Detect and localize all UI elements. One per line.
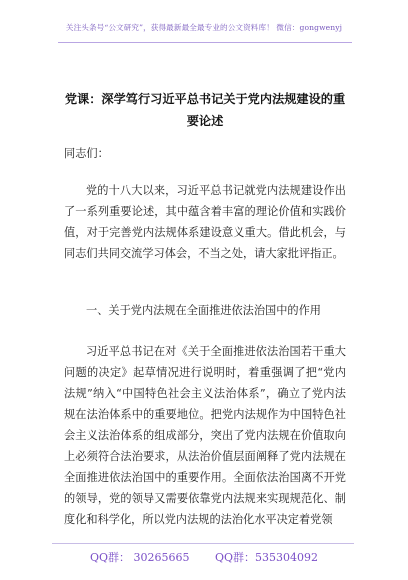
intro-paragraph: 党的十八大以来，习近平总书记就党内法规建设作出了一系列重要论述，其中蕴含着丰富的理论价值和实践价值，对于完善党内法规体系建设意义重大。借此机会，与同志们共同交流学习体会，不当之处，请大家批评指正。: [64, 184, 346, 260]
footer-divider: [52, 543, 354, 544]
footer-qq-group-2: QQ群：535304092: [215, 551, 319, 564]
page-header: 关注头条号“公文研究”，获得最新最全最专业的公文资料库！ 微信：gongwenyj: [65, 23, 343, 32]
page-footer: [0, 549, 408, 565]
section-paragraph: 习近平总书记在对《关于全面推进依法治国若干重大问题的决定》起草情况进行说明时，着重强调了把“党内法规”纳入“中国特色社会主义法治体系”，确立了党内法规在法治体系中的重要地位。把党内法规作为中国特色社会主义法治体系的组成部分，突出了党内法规在价值取向上必须符合法治要求，从法治价值层面阐释了党内法规在全面推进依法治国中的重要作用。全面依法治国离不开党的领导，党的领导又需要依靠党内法规来实现规范化、制度化和科学化，所以党内法规的法治化水平决定着党领: [64, 345, 346, 526]
footer-qq-group-1: QQ群： 30265665: [89, 551, 190, 564]
header-divider: [58, 42, 352, 43]
section-heading: 一、关于党内法规在全面推进依法治国中的作用: [86, 304, 321, 317]
salutation: 同志们：: [64, 147, 109, 160]
document-title: 党课：深学笃行习近平总书记关于党内法规建设的重要论述: [64, 92, 346, 128]
